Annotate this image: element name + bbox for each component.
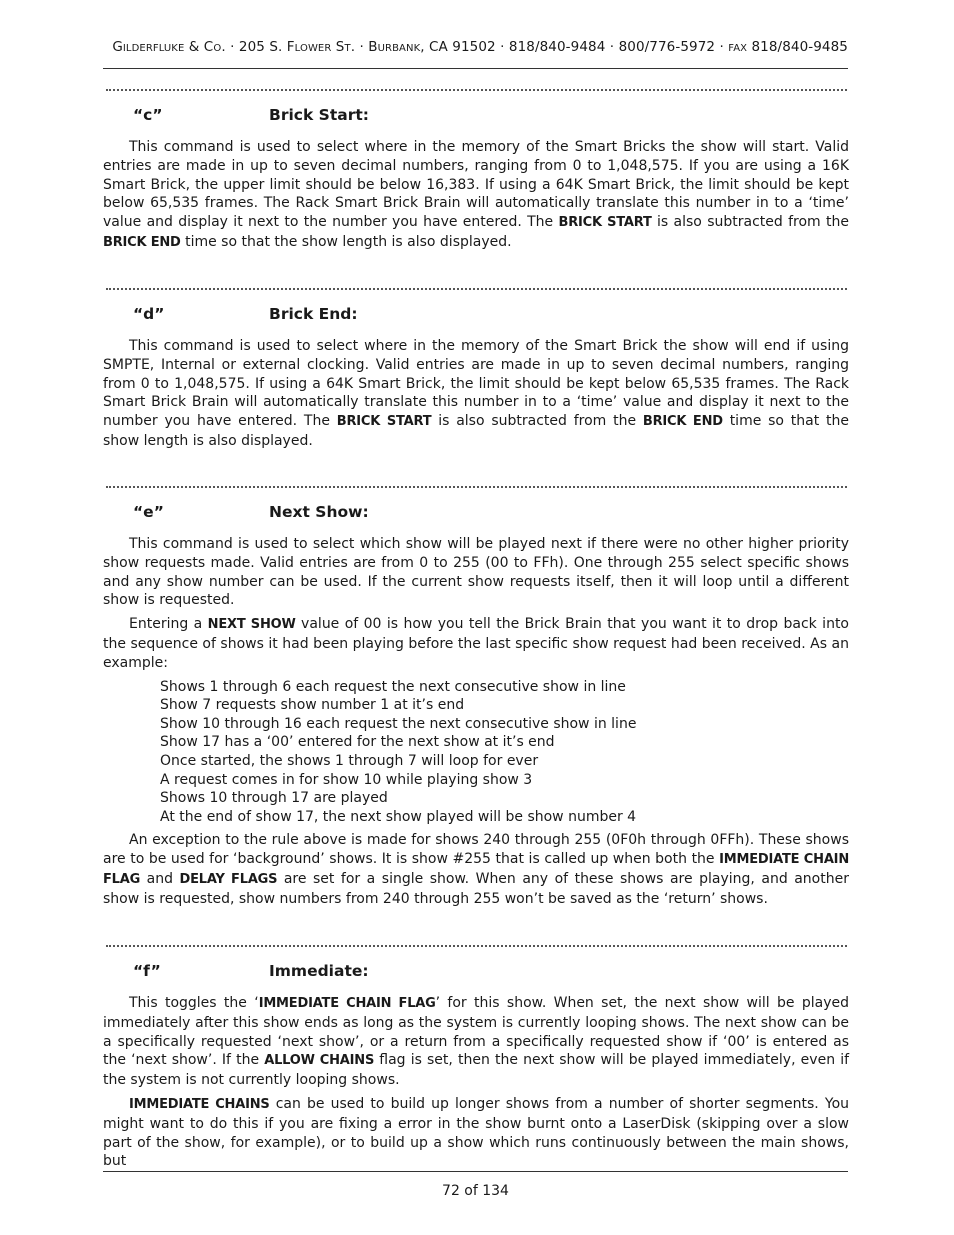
bold-term: BRICK END xyxy=(103,234,181,250)
header-text-part: G xyxy=(112,39,123,55)
header-rule xyxy=(103,68,848,69)
command-title: Immediate: xyxy=(269,962,369,980)
page-number: 72 of 134 xyxy=(442,1183,509,1199)
list-item: A request comes in for show 10 while playing show 3 xyxy=(160,771,533,788)
text-run: are set for a single show. When any of these shows are playing, and another show is requested, show numbers from 240 through 255 won’t be saved as the ‘return’ shows. xyxy=(103,870,849,907)
dotted-separator xyxy=(106,945,847,947)
paragraph xyxy=(103,615,849,672)
list-item: Shows 1 through 6 each request the next consecutive show in line xyxy=(160,678,626,695)
paragraph xyxy=(103,831,849,908)
text-run: time so that the show length is also displayed. xyxy=(103,413,850,449)
dotted-separator xyxy=(106,288,847,290)
section-body xyxy=(103,994,849,1171)
header-text-part: , CA 91502 · 818/840-9484 · 800/776-5972 · xyxy=(420,39,729,55)
text-run: is also subtracted from the xyxy=(431,413,643,430)
bold-term: BRICK START xyxy=(336,414,432,430)
section-body xyxy=(103,337,849,451)
paragraph xyxy=(103,138,849,253)
command-code: “c” xyxy=(133,106,163,124)
command-heading xyxy=(103,305,849,327)
header-text-part: ILDERFLUKE xyxy=(122,43,185,54)
header-text-part: O xyxy=(213,43,222,54)
text-run: This command is used to select where in the memory of the Smart Brick the show will end if using SMPTE, Internal or external clocking. Valid entries are made in up to seven decimal numbers, ranging from 0 to 1,048,575. If using a 64K Smart Brick, the limit should be kept below 65,535 frames. The Rack Smart Brick Brain will automatically translate this number in to a ‘time’ value and display it next to the number you have entered. The xyxy=(103,338,849,430)
header-text-part: URBANK xyxy=(377,43,421,54)
command-title: Next Show: xyxy=(269,503,369,521)
bold-term: ALLOW CHAINS xyxy=(264,1053,375,1069)
command-heading xyxy=(103,962,849,984)
text-run: is also subtracted from the xyxy=(651,214,850,231)
bold-term: BRICK START xyxy=(558,215,652,231)
text-run: flag is set, then the next show will be played immediately, even if the system is not currently looping shows. xyxy=(103,1052,850,1089)
text-run: time so that the show length is also displayed. xyxy=(180,233,512,250)
text-run: can be used to build up longer shows from a number of shorter segments. You might want to do this if you are fixing a error in the show burnt onto a LaserDisk (skipping over a slow part of the show, for example), or to build up a show which runs continuously between the main shows, but xyxy=(103,1095,850,1170)
text-run: value of 00 is how you tell the Brick Brain that you want it to drop back into the sequence of shows it had been playing before the last specific show request had been received. As an example: xyxy=(103,616,849,671)
header-text-part: . · B xyxy=(350,39,378,55)
header-text-part: FAX xyxy=(728,43,748,54)
header-text-part: LOWER xyxy=(294,43,332,54)
header-text-part: T xyxy=(344,43,351,54)
paragraph xyxy=(103,535,849,610)
command-heading xyxy=(103,106,849,128)
bold-term: BRICK END xyxy=(642,414,723,430)
text-run: Entering a xyxy=(129,616,208,633)
dotted-separator xyxy=(106,89,847,91)
bold-term: IMMEDIATE CHAIN FLAG xyxy=(258,996,436,1011)
section-brick-end xyxy=(103,288,849,451)
header-text-part: . · 205 S. F xyxy=(221,39,295,55)
command-code: “f” xyxy=(133,962,161,980)
command-code: “d” xyxy=(133,305,165,323)
list-item: Shows 10 through 17 are played xyxy=(160,790,388,807)
section-brick-start xyxy=(103,89,849,253)
header-text-part: & C xyxy=(184,39,214,55)
text-run: This command is used to select where in the memory of the Smart Bricks the show will start. Valid entries are made in up to seven decimal numbers, ranging from 0 to 1,048,575. If you are using a 16K Smart Brick, the upper limit should be below 16,383. If using a 64K Smart Brick, the limit should be kept below 65,535 frames. The Rack Smart Brick Brain will automatically translate this number in to a ‘time’ value and display it next to the number you have entered. The xyxy=(103,139,849,231)
header-text-part: S xyxy=(331,39,345,55)
text-run: and xyxy=(140,870,180,887)
header-text-part: 818/840-9485 xyxy=(747,39,848,55)
command-heading xyxy=(103,503,849,525)
command-title: Brick End: xyxy=(269,305,358,323)
list-item: Show 10 through 16 each request the next consecutive show in line xyxy=(160,715,637,732)
section-body xyxy=(103,138,849,253)
list-item: Once started, the shows 1 through 7 will loop for ever xyxy=(160,752,539,769)
bold-term: IMMEDIATE CHAIN FLAG xyxy=(103,852,849,887)
list-item: Show 17 has a ‘00’ entered for the next show at it’s end xyxy=(160,734,555,751)
text-run: This command is used to select which show will be played next if there were no other higher priority show requests made. Valid entries are from 0 to 255 (00 to FFh). One through 255 select specific shows and any show number can be used. If the current show requests itself, then it will loop until a different show is requested. xyxy=(103,536,849,609)
dotted-separator xyxy=(106,486,847,488)
bold-term: IMMEDIATE CHAINS xyxy=(129,1096,270,1112)
paragraph xyxy=(103,1095,849,1171)
command-title: Brick Start: xyxy=(269,106,369,124)
footer-rule xyxy=(103,1171,848,1172)
bold-term: DELAY FLAGS xyxy=(179,871,278,887)
command-code: “e” xyxy=(133,503,164,521)
section-next-show xyxy=(103,486,849,909)
page-header xyxy=(103,39,848,55)
bold-term: NEXT SHOW xyxy=(207,617,296,633)
text-run: ’ for this show. When set, the next show will be played immediately after this show ends as long as the system is currently looping shows. The next show can be a specifically requested ‘next show’, or a return from a specifically requested show if ‘00’ is entered as the ‘next show’. If the xyxy=(103,995,849,1069)
list-item: Show 7 requests show number 1 at it’s end xyxy=(160,697,465,714)
list-item: At the end of show 17, the next show played will be show number 4 xyxy=(160,808,637,825)
text-run: This toggles the ‘ xyxy=(129,995,259,1011)
section-immediate xyxy=(103,945,849,1171)
section-body xyxy=(103,535,849,909)
paragraph xyxy=(103,994,849,1090)
paragraph xyxy=(103,337,849,451)
example-list xyxy=(160,678,849,827)
text-run: An exception to the rule above is made for shows 240 through 255 (0F0h through 0FFh). These shows are to be used for ‘background’ shows. It is show #255 that is called up when both the xyxy=(103,832,849,868)
